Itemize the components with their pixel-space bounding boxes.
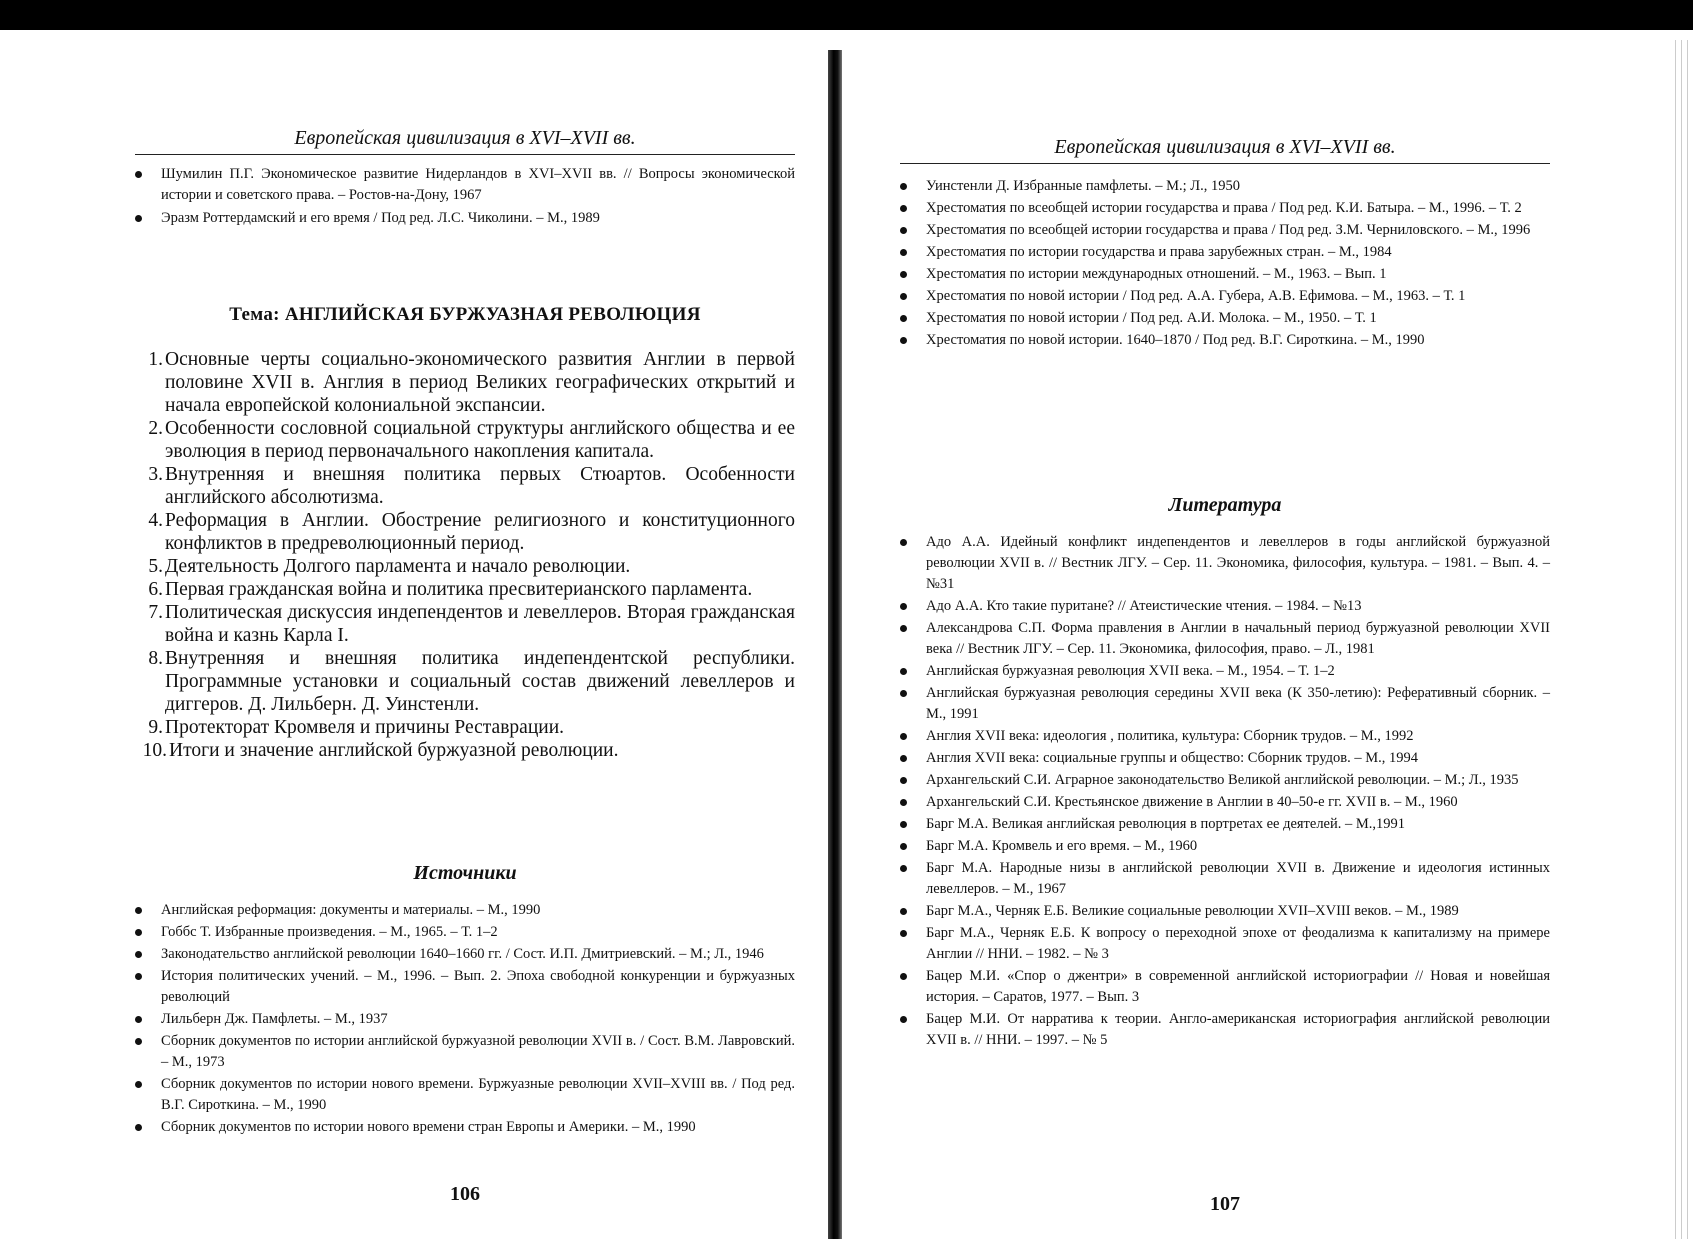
question-item [143,417,795,463]
list-item: Барг М.А. Кромвель и его время. – М., 1960 [900,836,1550,857]
list-item: Архангельский С.И. Аграрное законодательство Великой английской революции. – М.; Л., 1935 [900,770,1550,791]
page-number: 107 [1210,1193,1240,1215]
list-item: Хрестоматия по всеобщей истории государства и права / Под ред. З.М. Черниловского. – М., 1996 [900,220,1550,241]
list-item: Английская буржуазная революция XVII века. – М., 1954. – Т. 1–2 [900,661,1550,682]
question-number: 7. [148,602,163,623]
question-text: Внутренняя и внешняя политика первых Стюартов. Особенности английского абсолютизма. [165,464,795,508]
question-text: Внутренняя и внешняя политика индепендентской республики. Программные установки и социальный состав движений левеллеров и диггеров. Д. Лильберн. Д. Уинстенли. [165,648,795,715]
question-text: Протекторат Кромвеля и причины Реставрации. [165,717,565,738]
list-item: Бацер М.И. «Спор о джентри» в современной английской историографии // Новая и новейшая история. – Саратов, 1977. – Вып. 3 [900,966,1550,1008]
literature-heading: Литература [1168,494,1282,516]
running-head: Европейская цивилизация в XVI–XVII вв. [900,136,1550,164]
question-item [143,463,795,509]
question-item [143,555,795,578]
question-number: 5. [148,556,163,577]
question-text: Первая гражданская война и политика пресвитерианского парламента. [165,579,753,600]
question-item [143,647,795,716]
top-reference-list [900,176,1550,352]
list-item: История политических учений. – М., 1996. – Вып. 2. Эпоха свободной конкуренции и буржуазных революций [135,966,795,1008]
question-text: Деятельность Долгого парламента и начало революции. [165,556,631,577]
literature-list [900,532,1550,1052]
topic-title: Тема: АНГЛИЙСКАЯ БУРЖУАЗНАЯ РЕВОЛЮЦИЯ [229,304,701,325]
list-item: Сборник документов по истории нового времени. Буржуазные революции XVII–XVIII вв. / Под ред. В.Г. Сироткина. – М., 1990 [135,1074,795,1116]
question-item [143,348,795,417]
list-item: Эразм Роттердамский и его время / Под ред. Л.С. Чиколини. – М., 1989 [135,208,795,229]
question-text: Политическая дискуссия индепендентов и левеллеров. Вторая гражданская война и казнь Карла I. [165,602,795,646]
list-item: Англия XVII века: идеология , политика, культура: Сборник трудов. – М., 1992 [900,726,1550,747]
question-number: 1. [148,349,163,370]
question-number: 2. [148,418,163,439]
list-item: Хрестоматия по новой истории. 1640–1870 / Под ред. В.Г. Сироткина. – М., 1990 [900,330,1550,351]
question-number: 6. [148,579,163,600]
sources-heading: Источники [413,862,517,884]
list-item: Хрестоматия по истории международных отношений. – М., 1963. – Вып. 1 [900,264,1550,285]
top-reference-list [135,164,795,230]
list-item: Хрестоматия по всеобщей истории государства и права / Под ред. К.И. Батыра. – М., 1996. – Т. 2 [900,198,1550,219]
page-number: 106 [450,1183,480,1205]
list-item: Лильберн Дж. Памфлеты. – М., 1937 [135,1009,795,1030]
list-item: Адо А.А. Идейный конфликт индепендентов и левеллеров в годы английской буржуазной революции XVII в. // Вестник ЛГУ. – Сер. 11. Экономика, философия, культура. – 1981. – Вып. 4. – №31 [900,532,1550,595]
list-item: Барг М.А. Народные низы в английской революции XVII в. Движение и идеология истинных левеллеров. – М., 1967 [900,858,1550,900]
list-item: Хрестоматия по новой истории / Под ред. А.И. Молока. – М., 1950. – Т. 1 [900,308,1550,329]
list-item: Гоббс Т. Избранные произведения. – М., 1965. – Т. 1–2 [135,922,795,943]
left-page [135,0,795,1239]
list-item: Архангельский С.И. Крестьянское движение в Англии в 40–50-е гг. XVII в. – М., 1960 [900,792,1550,813]
list-item: Адо А.А. Кто такие пуритане? // Атеистические чтения. – 1984. – №13 [900,596,1550,617]
question-number: 8. [148,648,163,669]
running-head: Европейская цивилизация в XVI–XVII вв. [135,127,795,155]
list-item: Англия XVII века: социальные группы и общество: Сборник трудов. – М., 1994 [900,748,1550,769]
question-text: Итоги и значение английской буржуазной революции. [169,740,619,761]
list-item: Сборник документов по истории английской буржуазной революции XVII в. / Сост. В.М. Лавровский. – М., 1973 [135,1031,795,1073]
book-spine-shadow [828,50,842,1239]
list-item: Законодательство английской революции 1640–1660 гг. / Сост. И.П. Дмитриевский. – М.; Л., 1946 [135,944,795,965]
right-page [900,0,1550,1239]
list-item: Барг М.А., Черняк Е.Б. К вопросу о переходной эпохе от феодализма к капитализму на примере Англии // ННИ. – 1982. – № 3 [900,923,1550,965]
question-text: Особенности сословной социальной структуры английского общества и ее эволюция в период первоначального накопления капитала. [165,418,795,462]
list-item: Английская реформация: документы и материалы. – М., 1990 [135,900,795,921]
list-item: Хрестоматия по новой истории / Под ред. А.А. Губера, А.В. Ефимова. – М., 1963. – Т. 1 [900,286,1550,307]
list-item: Бацер М.И. От нарратива к теории. Англо-американская историография английской революции XVII в. // ННИ. – 1997. – № 5 [900,1009,1550,1051]
question-item [143,509,795,555]
list-item: Александрова С.П. Форма правления в Англии в начальный период буржуазной революции XVII века // Вестник ЛГУ. – Сер. 11. Экономика, философия, право. – Л., 1981 [900,618,1550,660]
page-edge-shadow [1672,40,1693,1239]
list-item: Английская буржуазная революция середины XVII века (К 350-летию): Реферативный сборник. – М., 1991 [900,683,1550,725]
list-item: Барг М.А. Великая английская революция в портретах ее деятелей. – М.,1991 [900,814,1550,835]
questions-list [143,348,795,762]
list-item: Барг М.А., Черняк Е.Б. Великие социальные революции XVII–XVIII веков. – М., 1989 [900,901,1550,922]
list-item: Шумилин П.Г. Экономическое развитие Нидерландов в XVI–XVII вв. // Вопросы экономической истории и советского права. – Ростов-на-Дону, 1967 [135,164,795,206]
question-number: 9. [148,717,163,738]
question-number: 3. [148,464,163,485]
question-item [143,578,795,601]
question-item [143,739,795,762]
question-number: 4. [148,510,163,531]
sources-list [135,900,795,1139]
list-item: Хрестоматия по истории государства и права зарубежных стран. – М., 1984 [900,242,1550,263]
question-item [143,601,795,647]
list-item: Сборник документов по истории нового времени стран Европы и Америки. – М., 1990 [135,1117,795,1138]
question-item [143,716,795,739]
list-item: Уинстенли Д. Избранные памфлеты. – М.; Л., 1950 [900,176,1550,197]
question-text: Реформация в Англии. Обострение религиозного и конституционного конфликтов в предреволюционный период. [165,510,795,554]
question-text: Основные черты социально-экономического развития Англии в первой половине XVII в. Англия в период Великих географических открытий и начала европейской колониальной экспансии. [165,349,795,416]
question-number: 10. [142,740,167,761]
